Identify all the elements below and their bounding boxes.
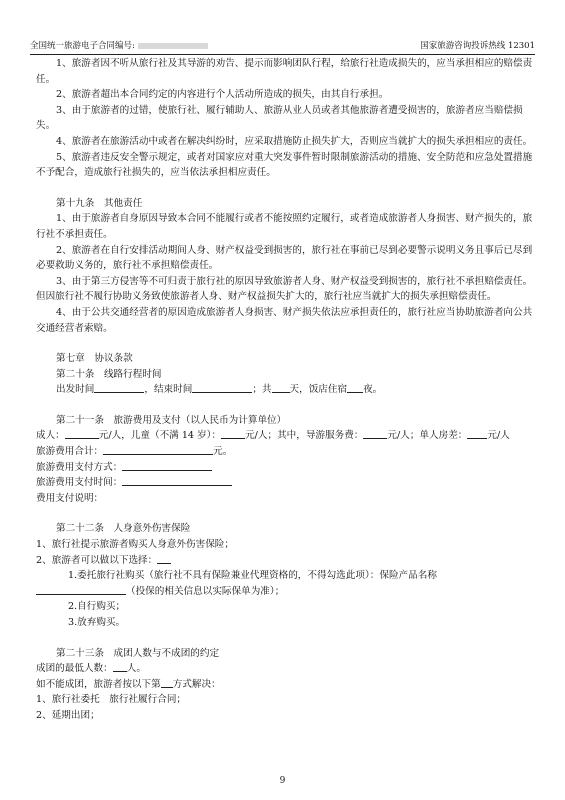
insurance-option-2: 2.自行购买；: [68, 601, 126, 613]
paragraph: 3、由于旅游者的过错，使旅行社、履行辅助人、旅游从业人员或者其他旅游者遭受损害的，旅游者应当赔偿损失。: [36, 104, 523, 132]
end-date-field[interactable]: [192, 382, 252, 393]
insurance-choice-line: 2、旅游者可以做以下选择：: [36, 553, 536, 569]
insurance-option-1: 1.委托旅行社购买（旅行社不具有保险兼业代理资格的，不得勾选此项）：保险产品名称: [68, 570, 437, 582]
paragraph: 4、由于公共交通经营者的原因造成旅游者人身损害、财产损失依法应承担责任的，旅行社应当协助旅游者向公共交通经营者索赔。: [36, 306, 533, 334]
paragraph: 1、由于旅游者自身原因导致本合同不能履行或者不能按照约定履行，或者造成旅游者人身损害、财产损失的，旅行社不承担责任。: [36, 213, 533, 240]
insurance-product-field[interactable]: [36, 584, 126, 595]
paragraph: 3、由于第三方侵害等不可归责于旅行社的原因导致旅游者人身、财产权益受到损害的，旅行社不承担赔偿责任。但因旅行社不履行协助义务致使旅游者人身、财产权益损失扩大的，旅行社应当就扩大的损失承担赔偿责任。: [36, 275, 533, 303]
chapter-title: 第七章 协议条款: [56, 353, 133, 365]
payment-time-line: 旅游费用支付时间：: [36, 475, 536, 491]
not-formed-option-field[interactable]: [161, 677, 173, 688]
payment-method-line: 旅游费用支付方式：: [36, 460, 536, 476]
complaint-hotline: 国家旅游咨询投诉热线 12301: [420, 41, 535, 51]
payment-note: 费用支付说明：: [36, 492, 104, 504]
section-title: 第二十条 线路行程时间: [56, 368, 162, 380]
fee-total-field[interactable]: [103, 444, 213, 455]
payment-time-field[interactable]: [122, 475, 232, 486]
group-option-1: 1、旅行社委托 旅行社履行合同；: [36, 694, 187, 706]
paragraph: 1、旅游者因不听从旅行社及其导游的劝告、提示而影响团队行程，给旅行社造成损失的，应当承担相应的赔偿责任。: [36, 58, 533, 85]
days-field[interactable]: [272, 382, 290, 393]
group-option-2: 2、延期出团；: [36, 709, 100, 721]
contract-number-label: 全国统一旅游电子合同编号:: [30, 40, 208, 52]
paragraph: 1、旅行社提示旅游者购买人身意外伤害保险；: [36, 539, 234, 551]
section-title: 第十九条 其他责任: [56, 197, 143, 209]
paragraph: 2、旅游者在自行安排活动期间人身、财产权益受到损害的，旅行社在事前已尽到必要警示说明义务且事后已尽到必要救助义务的，旅行社不承担赔偿责任。: [36, 244, 533, 272]
page-header: [30, 40, 535, 55]
child-fee-field[interactable]: [221, 428, 245, 439]
single-room-fee-field[interactable]: [467, 428, 487, 439]
insurance-product-line: （投保的相关信息以实际保单为准）；: [36, 584, 536, 600]
guide-fee-field[interactable]: [363, 428, 387, 439]
departure-date-field[interactable]: [94, 382, 144, 393]
adult-fee-field[interactable]: [65, 428, 99, 439]
paragraph: 5、旅游者违反安全警示规定，或者对国家应对重大突发事件暂时限制旅游活动的措施、安全防范和应急处置措施不予配合，造成旅行社损失的，应当依法承担相应责任。: [36, 151, 533, 179]
redacted-contract-number: [138, 43, 208, 49]
insurance-option-3: 3.放弃购买。: [68, 617, 126, 628]
payment-method-field[interactable]: [122, 460, 212, 471]
fee-line: 成人： 元/人，儿童（不满 14 岁）： 元/人；其中，导游服务费： 元/人；单人房差： 元/人: [36, 430, 510, 442]
not-formed-line: 如不能成团，旅游者按以下第 方式解决：: [36, 678, 221, 690]
paragraph: 4、旅游者在旅游活动中或者在解决纠纷时，应采取措施防止损失扩大，否则应当就扩大的损失承担相应的责任。: [56, 135, 533, 147]
document-body: [36, 56, 536, 724]
page-number: 9: [279, 776, 286, 786]
section-title: 第二十一条 旅游费用及支付（以人民币为计算单位）: [56, 414, 287, 426]
fee-total-line: 旅游费用合计： 元。: [36, 446, 233, 458]
min-group-line: 成团的最低人数： 人。: [36, 663, 146, 675]
paragraph: 2、旅游者超出本合同约定的内容进行个人活动所造成的损失，由其自行承担。: [56, 89, 389, 101]
section-title: 第二十三条 成团人数与不成团的约定: [56, 647, 220, 659]
min-group-field[interactable]: [113, 661, 127, 672]
nights-field[interactable]: [347, 382, 363, 393]
itinerary-dates-line: 出发时间 ，结束时间 ；共 天，饭店住宿 夜。: [56, 384, 383, 396]
section-title: 第二十二条 人身意外伤害保险: [56, 523, 191, 535]
insurance-choice-field[interactable]: [157, 553, 171, 564]
